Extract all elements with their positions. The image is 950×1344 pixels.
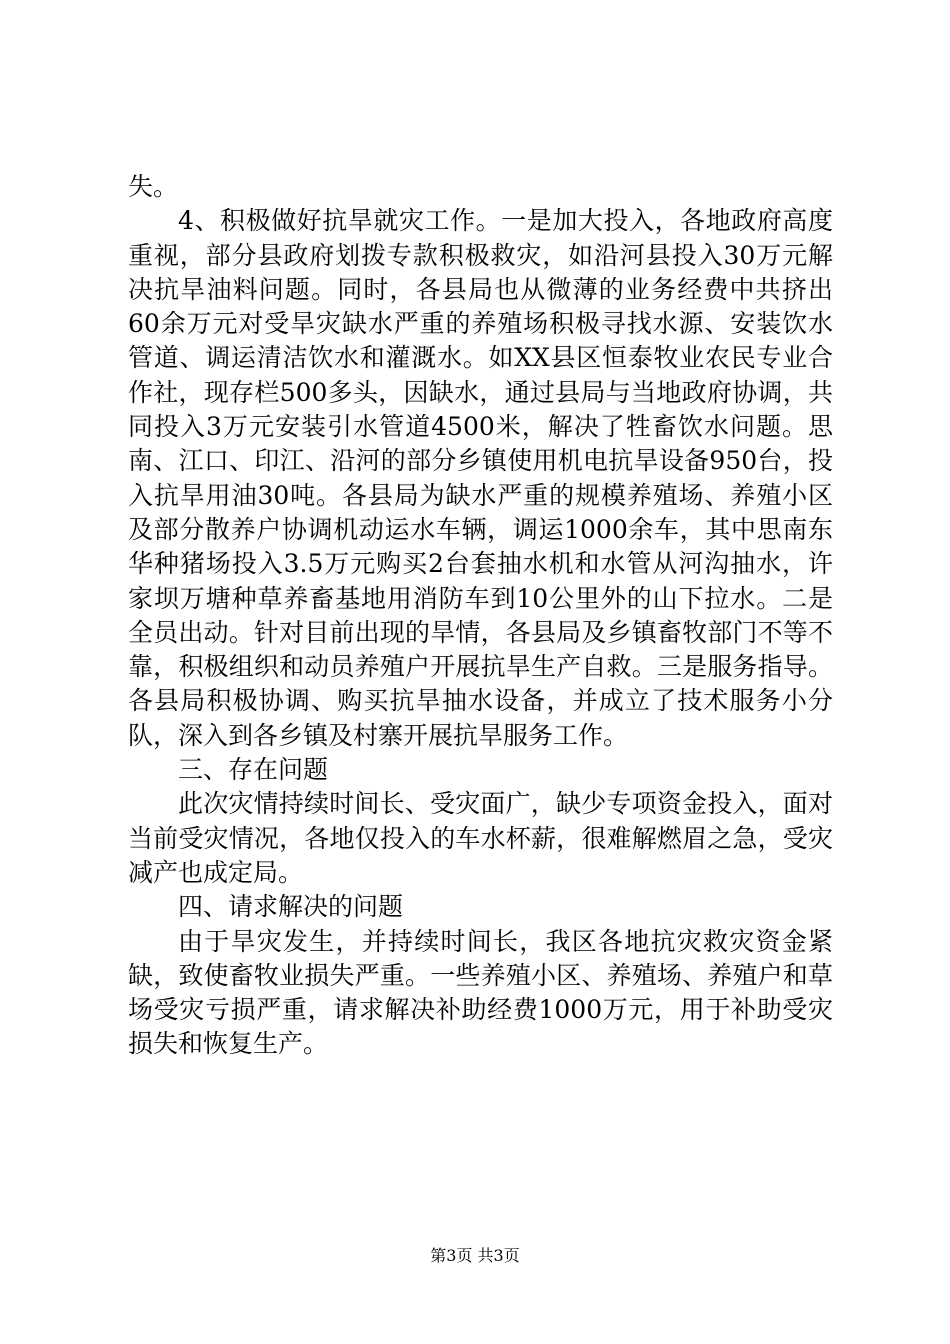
document-body <box>128 170 833 1062</box>
paragraph-existing-problems: 此次灾情持续时间长、受灾面广，缺少专项资金投入，面对当前受灾情况，各地仅投入的车水杯薪，很难解燃眉之急，受灾减产也成定局。 <box>128 789 833 887</box>
heading-existing-problems: 三、存在问题 <box>178 755 329 785</box>
paragraph-requested-solutions: 由于旱灾发生，并持续时间长，我区各地抗灾救灾资金紧缺，致使畜牧业损失严重。一些养殖小区、养殖场、养殖户和草场受灾亏损严重，请求解决补助经费1000万元，用于补助受灾损失和恢复生产。 <box>128 926 833 1059</box>
heading-requested-solutions: 四、请求解决的问题 <box>178 892 404 922</box>
paragraph-drought-relief-work: 4、积极做好抗旱就灾工作。一是加大投入，各地政府高度重视，部分县政府划拨专款积极救灾，如沿河县投入30万元解决抗旱油料问题。同时，各县局也从微薄的业务经费中共挤出60余万元对受旱灾缺水严重的养殖场积极寻找水源、安装饮水管道、调运清洁饮水和灌溉水。如XX县区恒泰牧业农民专业合作社，现存栏500多头，因缺水，通过县局与当地政府协调，共同投入3万元安装引水管道4500米，解决了牲畜饮水问题。思南、江口、印江、沿河的部分乡镇使用机电抗旱设备950台，投入抗旱用油30吨。各县局为缺水严重的规模养殖场、养殖小区及部分散养户协调机动运水车辆，调运1000余车，其中思南东华种猪场投入3.5万元购买2台套抽水机和水管从河沟抽水，许家坝万塘种草养畜基地用消防车到10公里外的山下拉水。二是全员出动。针对目前出现的旱情，各县局及乡镇畜牧部门不等不靠，积极组织和动员养殖户开展抗旱生产自救。三是服务指导。各县局积极协调、购买抗旱抽水设备，并成立了技术服务小分队，深入到各乡镇及村寨开展抗旱服务工作。 <box>128 206 833 750</box>
page-number-footer: 第3页 共3页 <box>430 1246 520 1265</box>
paragraph-continuation: 失。 <box>128 172 179 201</box>
